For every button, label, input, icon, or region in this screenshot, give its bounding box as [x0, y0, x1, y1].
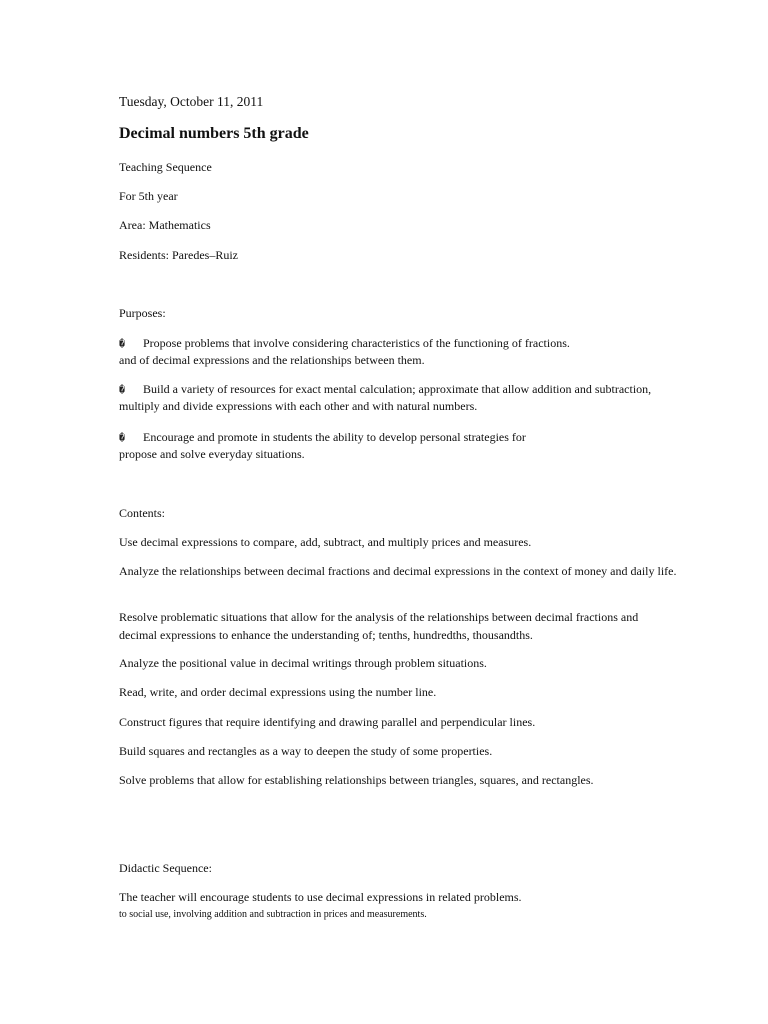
purpose-item — [119, 336, 570, 352]
content-item: Use decimal expressions to compare, add, subtract, and multiply prices and measures. — [119, 535, 532, 549]
content-item: Analyze the relationships between decimal fractions and decimal expressions in the context of money and daily life. — [119, 564, 677, 578]
contents-heading: Contents: — [119, 506, 166, 520]
purpose-item — [119, 430, 526, 446]
purpose-continuation: propose and solve everyday situations. — [119, 447, 305, 461]
didactic-heading: Didactic Sequence: — [119, 861, 212, 875]
purpose-text: Propose problems that involve considering characteristics of the functioning of fractions. — [143, 336, 570, 350]
residents: Residents: Paredes–Ruiz — [119, 248, 238, 262]
purpose-continuation: and of decimal expressions and the relationships between them. — [119, 353, 425, 367]
content-item: Analyze the positional value in decimal writings through problem situations. — [119, 656, 487, 670]
content-item: Resolve problematic situations that allow for the analysis of the relationships between decimal fractions and decimal expressions to enhance the understanding of; tenths, hundredths, thousandths. — [119, 610, 639, 642]
content-item: Read, write, and order decimal expressions using the number line. — [119, 685, 437, 699]
sequence-type: Teaching Sequence — [119, 160, 212, 174]
didactic-text: The teacher will encourage students to use decimal expressions in related problems. — [119, 890, 522, 904]
purposes-heading: Purposes: — [119, 306, 166, 320]
document-date: Tuesday, October 11, 2011 — [119, 94, 264, 109]
subject-area: Area: Mathematics — [119, 218, 211, 232]
missing-glyph-bullet-icon: � — [119, 385, 126, 396]
content-item: Build squares and rectangles as a way to deepen the study of some properties. — [119, 744, 493, 758]
content-item: Solve problems that allow for establishing relationships between triangles, squares, and rectangles. — [119, 773, 594, 787]
purpose-text: Build a variety of resources for exact mental calculation; approximate that allow addition and subtraction, — [143, 382, 652, 396]
content-item: Construct figures that require identifying and drawing parallel and perpendicular lines. — [119, 715, 536, 729]
missing-glyph-bullet-icon: � — [119, 339, 126, 350]
purpose-item — [119, 382, 651, 398]
didactic-continuation: to social use, involving addition and subtraction in prices and measurements. — [119, 909, 427, 920]
page-title: Decimal numbers 5th grade — [119, 125, 309, 142]
school-year: For 5th year — [119, 189, 178, 203]
purpose-continuation: multiply and divide expressions with each other and with natural numbers. — [119, 399, 478, 413]
purpose-text: Encourage and promote in students the ability to develop personal strategies for — [143, 430, 526, 444]
missing-glyph-bullet-icon: � — [119, 433, 126, 444]
